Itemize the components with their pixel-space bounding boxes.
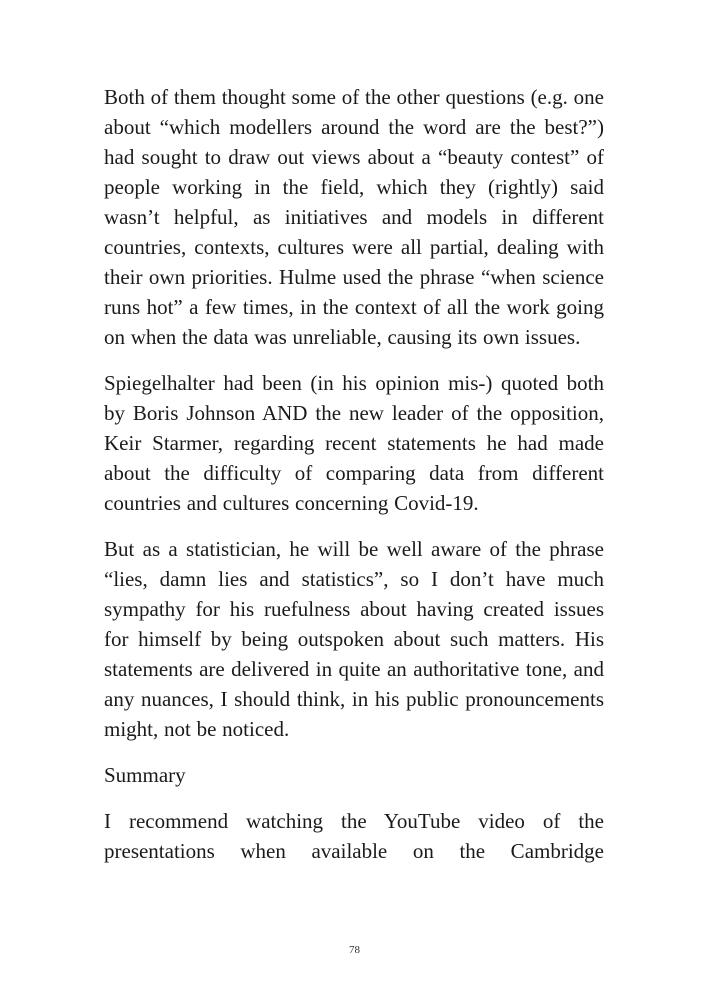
paragraph-questions: Both of them thought some of the other questions (e.g. one about “which modellers around the word are the best?”) had sought to draw out views about a “beauty contest” of people working in the field, which they (rightly) said wasn’t helpful, as initiatives and models in different countries, contexts, cultures were all partial, dealing with their own priorities. Hulme used the phrase “when science runs hot” a few times, in the context of all the work going on when the data was unreliable, causing its own issues. xyxy=(104,85,604,349)
section-heading-summary: Summary xyxy=(104,763,186,787)
document-body xyxy=(104,82,604,882)
paragraph-statistician: But as a statistician, he will be well aware of the phrase “lies, damn lies and statistics”, so I don’t have much sympathy for his ruefulness about having created issues for himself by being outspoken about such matters. His statements are delivered in quite an authoritative tone, and any nuances, I should think, in his public pronouncements might, not be noticed. xyxy=(104,537,604,741)
page-number: 78 xyxy=(349,944,360,956)
paragraph-recommendation: I recommend watching the YouTube video of the presentations when available on the Cambridge xyxy=(104,809,604,863)
paragraph-spiegelhalter: Spiegelhalter had been (in his opinion mis-) quoted both by Boris Johnson AND the new leader of the opposition, Keir Starmer, regarding recent statements he had made about the difficulty of comparing data from different countries and cultures concerning Covid-19. xyxy=(104,371,604,515)
